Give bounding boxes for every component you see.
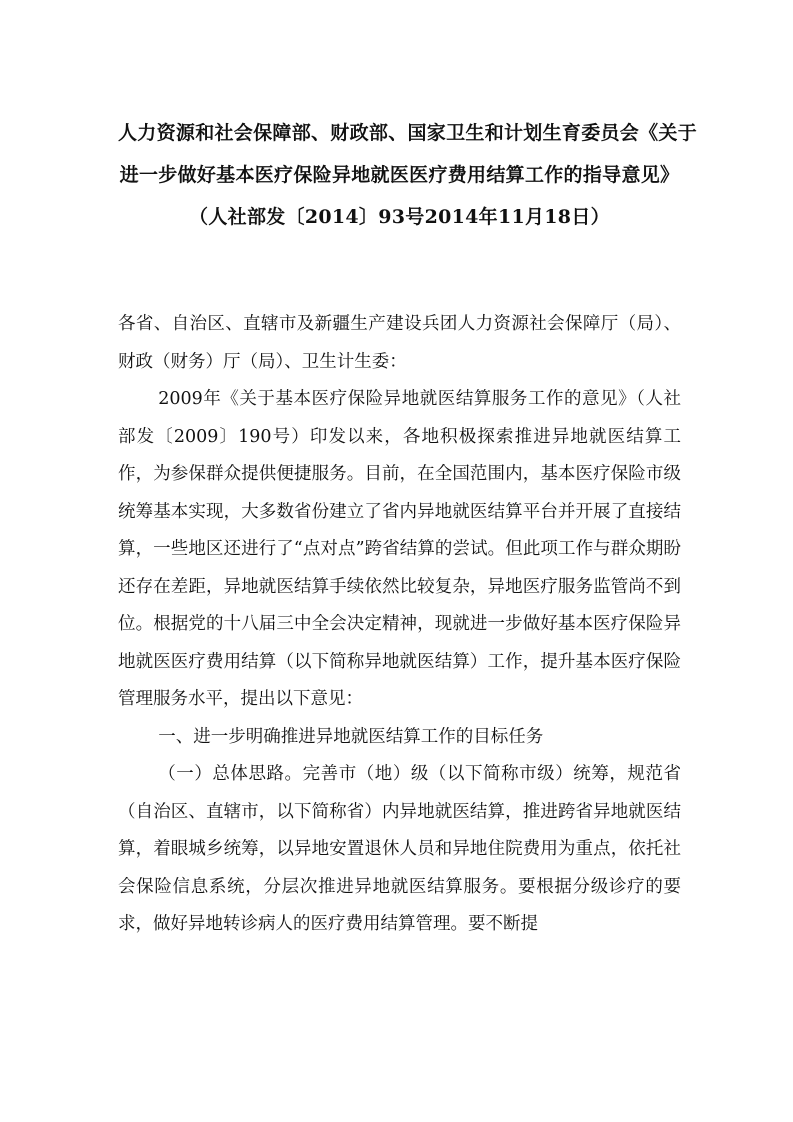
section-heading-1: 一、进一步明确推进异地就医结算工作的目标任务 [158,726,544,747]
paragraph-overall-approach: （一）总体思路。完善市（地）级（以下简称市级）统筹，规范省（自治区、直辖市，以下简称省）内异地就医结算，推进跨省异地就医结算，着眼城乡统筹，以异地安置退休人员和异地住院费用为重点，依托社会保险信息系统，分层次推进异地就医结算服务。要根据分级诊疗的要求，做好异地转诊病人的医疗费用结算管理。要不断提 [118,764,681,934]
title-line-2: 进一步做好基本医疗保险异地就医医疗费用结算工作的指导意见》 [119,164,680,186]
document-title [118,0,698,238]
salutation: 各省、自治区、直辖市及新疆生产建设兵团人力资源社会保障厅（局）、财政（财务）厅（局）、卫生计生委： [118,314,681,372]
document-body [118,306,681,944]
paragraph-intro: 2009年《关于基本医疗保险异地就医结算服务工作的意见》（人社部发〔2009〕190号）印发以来，各地积极探索推进异地就医结算工作，为参保群众提供便捷服务。目前，在全国范围内，基本医疗保险市级统筹基本实现，大多数省份建立了省内异地就医结算平台并开展了直接结算，一些地区还进行了“点对点”跨省结算的尝试。但此项工作与群众期盼还存在差距，异地就医结算手续依然比较复杂，异地医疗服务监管尚不到位。根据党的十八届三中全会决定精神，现就进一步做好基本医疗保险异地就医医疗费用结算（以下简称异地就医结算）工作，提升基本医疗保险管理服务水平，提出以下意见： [118,389,681,709]
title-line-3: （人社部发〔2014〕93号2014年11月18日） [189,206,610,228]
title-line-1: 人力资源和社会保障部、财政部、国家卫生和计划生育委员会《关于 [118,122,698,144]
